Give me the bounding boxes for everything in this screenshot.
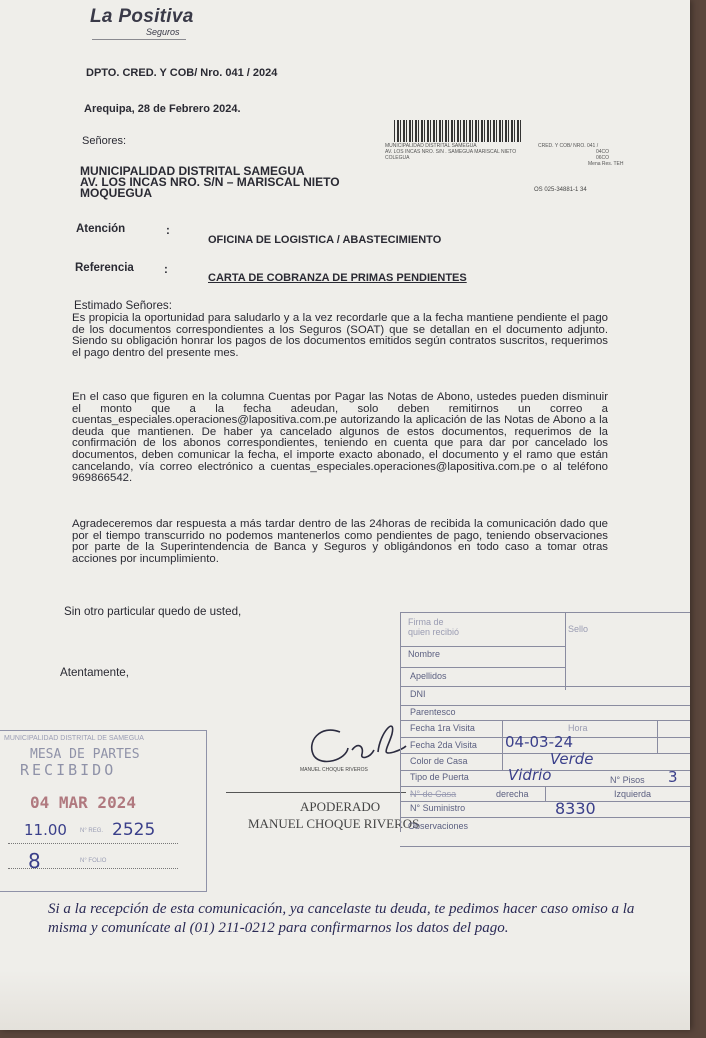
address-label-right: CRED. Y COB/ NRO. 041 / 04CO 06CO Mena Res. TEH	[538, 143, 624, 167]
form-left-label: Izquierda	[614, 789, 652, 799]
document-reference-number: DPTO. CRED. Y COB/ Nro. 041 / 2024	[86, 67, 278, 79]
barcode	[394, 120, 522, 142]
reference-colon: :	[164, 264, 168, 276]
form-door-type-label: Tipo de Puerta	[410, 772, 469, 782]
form-hour-label: Hora	[568, 723, 588, 733]
body-paragraph-1: Es propicia la oportunidad para saludarlo y a la vez recordarle que a la fecha mantiene pendiente el pago de los documentos correspondientes a los Seguros (SOAT) que se detallan en el documento adjunto. Siendo su obligación honrar los pagos de los documentos emitidos según contratos suscritos, requerimos el pago dentro del presente mes.	[72, 312, 608, 359]
company-logo-subtitle: Seguros	[146, 27, 180, 37]
greeting: Estimado Señores:	[74, 299, 172, 312]
body-paragraph-2: En el caso que figuren en la columna Cuentas por Pagar las Notas de Abono, ustedes pueden disminuir el monto que a la fecha adeudan, solo deben remitirnos un correo a cuentas_especiales.operaciones@lapositiva.com.pe autorizando la aplicación de las Notas de Abono a la deuda que mantienen. De haber ya cancelado algunos de estos documentos, requerimos de la confirmación de los abonos correspondientes, teniendo en cuenta que para dar por cancelado los documentos, deben comunicar la fecha, el importe exacto abonado, el documento y el ramo que están cancelando, vía correo electrónico a cuentas_especiales.operaciones@lapositiva.com.pe o al teléfono 969866542.	[72, 391, 608, 485]
address-label-code: OS 025-34881-1 34	[534, 187, 587, 193]
form-floors-value: 3	[668, 768, 678, 786]
reception-line-2	[8, 868, 178, 870]
signatory-name: MANUEL CHOQUE RIVEROS	[248, 816, 420, 831]
reception-date: 04 MAR 2024	[30, 793, 136, 812]
body-paragraph-3: Agradeceremos dar respuesta a más tardar dentro de las 24horas de recibida la comunicación dado que por el tiempo transcurrido no podemos mantenerlos como pendientes de pago, teniendo observaciones por parte de la Superintendencia de Banca y Seguros y obligándonos en todo caso a tomar otras acciones por incumplimiento.	[72, 518, 608, 565]
reception-line-1	[8, 843, 178, 845]
reception-reg-label: N° REG.	[80, 828, 104, 834]
signature-stamp-caption: MANUEL CHOQUE RIVEROS	[300, 767, 368, 773]
form-supply-number-value: 8330	[555, 799, 596, 818]
form-dni-label: DNI	[410, 689, 426, 699]
reception-time: 11.00	[24, 821, 67, 839]
address-label: MUNICIPALIDAD DISTRITAL SAMEGUA AV. LOS INCAS NRO. S/N . SAMEGUA MARISCAL NIETO COLEGUA	[385, 143, 517, 161]
form-house-number-label: N° de Casa	[410, 789, 457, 799]
closing-regards: Atentamente,	[60, 666, 129, 679]
attention-label: Atención	[76, 223, 126, 235]
form-first-visit-label: Fecha 1ra Visita	[410, 723, 475, 733]
attention-value: OFICINA DE LOGISTICA / ABASTECIMIENTO	[208, 234, 442, 246]
company-logo: La Positiva	[90, 6, 194, 27]
reception-received: RECIBIDO	[20, 761, 117, 779]
recipient-block	[80, 166, 340, 199]
form-supply-number-label: N° Suministro	[410, 803, 466, 813]
logo-underline	[92, 39, 186, 40]
document-date: Arequipa, 28 de Febrero 2024.	[84, 103, 241, 115]
signatory-role: APODERADO	[300, 799, 381, 814]
reception-folio-number: 8	[28, 849, 41, 873]
reception-title: MESA DE PARTES	[30, 747, 140, 762]
form-house-color-label: Color de Casa	[410, 756, 468, 766]
form-house-color-value: Verde	[550, 750, 594, 768]
form-surname-label: Apellidos	[410, 671, 447, 681]
recipient-address: AV. LOS INCAS NRO. S/N – MARISCAL NIETO	[80, 175, 340, 189]
reference-value: CARTA DE COBRANZA DE PRIMAS PENDIENTES	[208, 272, 467, 284]
reference-label: Referencia	[75, 262, 134, 274]
reception-stamp	[0, 730, 207, 892]
form-second-visit-label: Fecha 2da Visita	[410, 740, 477, 750]
recipient-name: MUNICIPALIDAD DISTRITAL SAMEGUA	[80, 164, 305, 178]
signature-line	[226, 792, 406, 793]
reception-org: MUNICIPALIDAD DISTRITAL DE SAMEGUA	[4, 735, 144, 742]
form-kinship-label: Parentesco	[410, 707, 456, 717]
attention-colon: :	[166, 225, 170, 237]
form-name-label: Nombre	[408, 649, 441, 659]
form-right-label: derecha	[496, 789, 529, 799]
form-second-visit-value: 04-03-24	[505, 733, 574, 751]
form-signature-label: Firma de quien recibió	[408, 617, 460, 637]
reception-folio-label: N° FOLIO	[80, 858, 107, 864]
recipient-city: MOQUEGUA	[80, 186, 152, 200]
footer-notice: Si a la recepción de esta comunicación, ya cancelaste tu deuda, te pedimos hacer caso omiso a la misma y comunícate al (01) 211-0212 para confirmarnos los datos del pago.	[48, 901, 635, 936]
signature-scribble	[300, 712, 410, 772]
form-floors-label: N° Pisos	[610, 775, 645, 785]
reception-reg-number: 2525	[112, 820, 156, 840]
salutation-to: Señores:	[82, 135, 127, 147]
form-seal-label: Sello	[568, 624, 589, 634]
form-observations-label: Observaciones	[408, 821, 469, 831]
form-door-type-value: Vidrio	[508, 766, 552, 784]
closing-line: Sin otro particular quedo de usted,	[64, 605, 242, 618]
